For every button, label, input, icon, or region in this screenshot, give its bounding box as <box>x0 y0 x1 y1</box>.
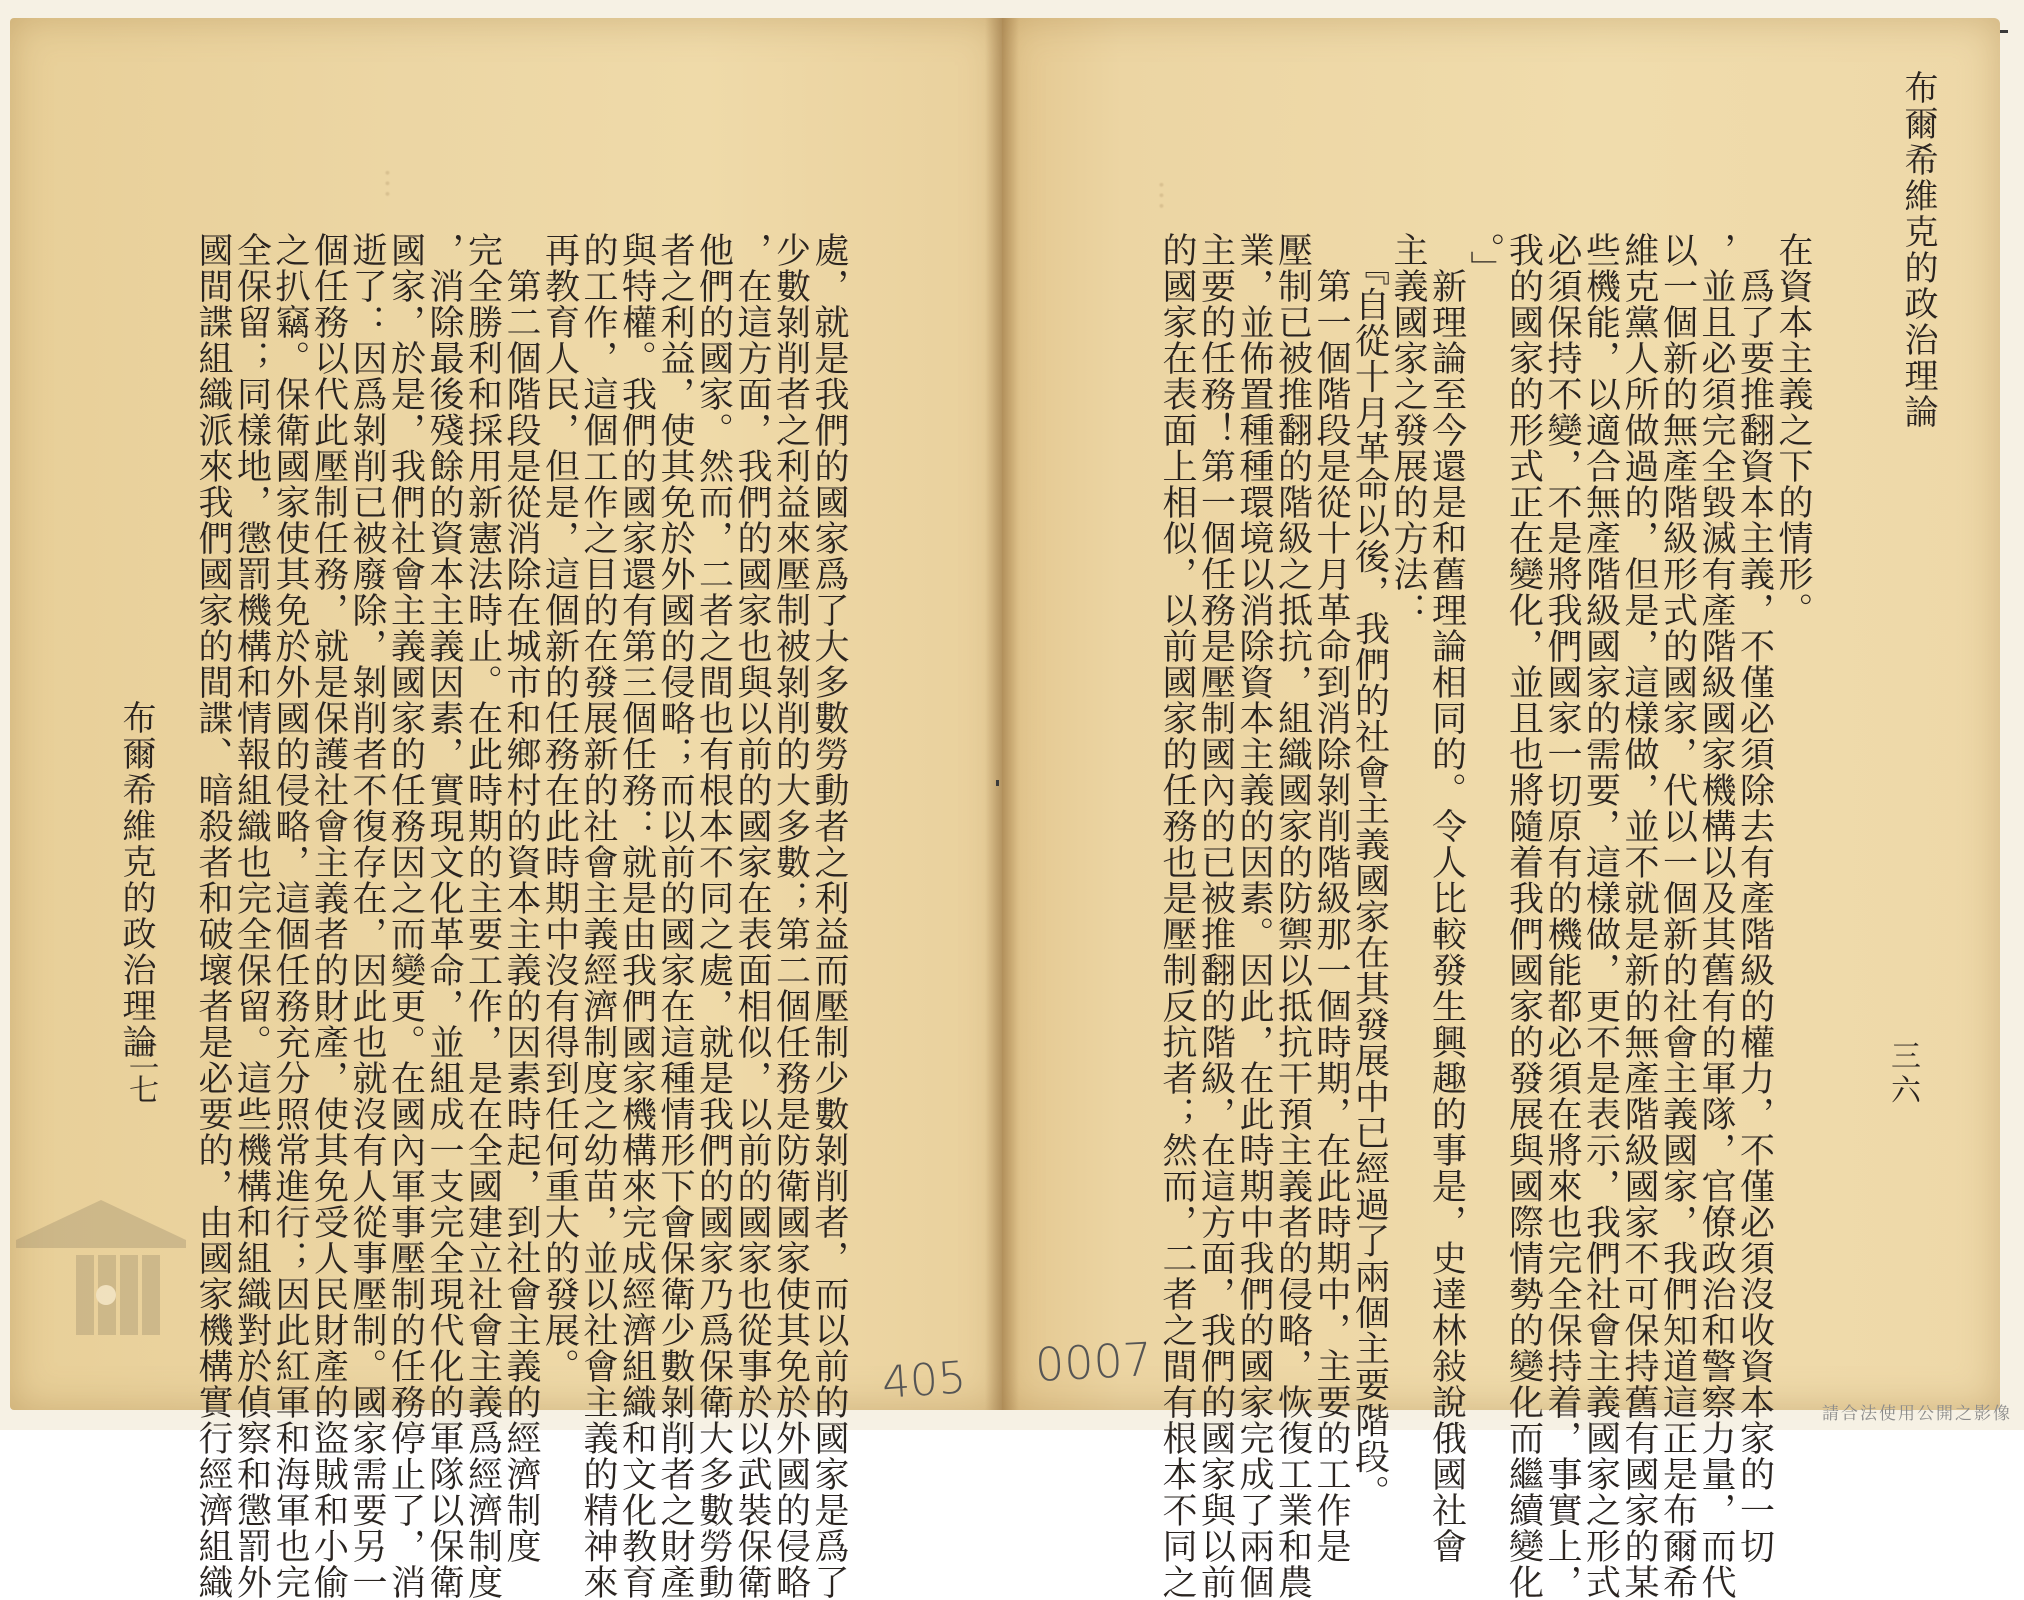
bleed-through-left: ... <box>378 168 413 200</box>
right_page-column: 我的國家的形式正在變化，並且也將隨着我們國家的發展與國際情勢的變化而繼續變化 <box>1503 232 1544 1600</box>
left_page-column: 少數剝削者之利益來壓制被剝削的大多數；第二個任務是防衛國家使其免於外國的侵略 <box>770 232 811 1600</box>
left_page-column: ，在這方面，我們的國家也與以前的國家在表面相似，以前的國家也從事於以武裝保衛 <box>732 232 772 1600</box>
left_page-column: 與特權。我們的國家還有第三個任務：就是由我們國家機構來完成經濟組織和文化教育 <box>616 232 657 1600</box>
left_page-column: 完全勝利和採用新憲法時止。在此時期的主要工作，是在全國建立社會主義爲經濟制度 <box>462 232 503 1600</box>
left-page-header: 布爾希維克的政治理論 <box>116 700 156 1060</box>
left_page-column: 者之利益，使其免於外國的侵略；而以前的國家在這種情形下會保衛少數剝削者之財產 <box>655 232 695 1600</box>
left_page-column: 的工作，這個工作之目的在發展新的社會主義經濟制度之幼苗，並以社會主義的精神來 <box>578 232 618 1600</box>
right_page-column: 。」 <box>1465 232 1505 287</box>
right_page-column: 維克黨人所做過的，但是，這樣做，並不就是新的無產階級國家不可保持舊有國家的某 <box>1619 232 1659 1600</box>
staple-mid <box>996 780 999 786</box>
bleed-through-right: ... <box>1152 180 1187 212</box>
left-page-number: 三七 <box>123 1040 158 1108</box>
right_page-column: 『自從十月革命以後，我們的社會主義國家在其發展中已經過了兩個主要階段。 <box>1349 232 1390 1511</box>
right-page-body <box>1150 232 1813 1600</box>
left_page-column: 之扒竊。保衛國家使其免於外國的侵略，這個任務充分照常進行；因此紅軍和海軍也完 <box>270 232 310 1600</box>
left_page-column: 處，就是我們的國家爲了大多數勞動者之利益而壓制少數剝削者，而以前的國家是爲了 <box>809 232 849 1600</box>
left_page-column: 逝了：因爲剝削已被廢除，剝削者不復存在，因此也就沒有人從事壓制。國家需要另一 <box>347 232 387 1600</box>
right_page-column: 爲了要推翻資本主義，不僅必須除去有產階級的權力，不僅必須沒收資本家的一切 <box>1734 232 1775 1564</box>
staple-top <box>2000 30 2008 33</box>
right_page-column: 主要的任務！第一個任務是壓制國內的已被推翻的階級，在這方面，我們的國家與以前 <box>1195 232 1236 1600</box>
right_page-column: 些機能，以適合無產階級國家的需要，這樣做，更不是表示，我們社會主義國家之形式 <box>1580 232 1621 1600</box>
right_page-column: 主義國家之發展的方法： <box>1388 232 1428 628</box>
pencil-note-405: 405 <box>880 1352 968 1409</box>
left_page-column: 國家，於是，我們社會主義國家的任務因之而變更。在國內軍事壓制的任務停止了，消 <box>385 232 426 1600</box>
right_page-column: 的國家在表面上相似，以前國家的任務也是壓制反抗者；然而，二者之間有根本不同之 <box>1157 232 1197 1600</box>
left_page-column: 第二個階段是從消除在城市和鄉村的資本主義的因素時起，到社會主義的經濟制度 <box>501 232 541 1564</box>
left_page-column: 他們的國家。然而，二者之間也有根本不同之處，就是我們的國家乃爲保衛大多數勞動 <box>693 232 734 1600</box>
pencil-note-0007: 0007 <box>1033 1331 1154 1393</box>
book-gutter <box>985 18 1019 1410</box>
left-page-body <box>178 232 849 1600</box>
right-page-number: 三六 <box>1885 1040 1920 1108</box>
right_page-column: 必須保持不變，不是將我們國家一切原有的機能都必須在將來也完全保持着，事實上， <box>1542 232 1582 1600</box>
left_page-column: 再教育人民，但是，這個新的任務在此時期中沒有得到任何重大的發展。 <box>539 232 580 1384</box>
left_page-column: 個任務以代此壓制任務，就是保護社會主義者的財產，使其免受人民財產的盜賊和小偷 <box>308 232 349 1600</box>
left_page-column: 全保留；同樣地，懲罰機構和情報組織也完全保留。這些機構和組織對於偵察和懲罰外 <box>231 232 272 1600</box>
right_page-column: 壓制已被推翻的階級之抵抗，組織國家的防禦以抵抗干預主義者的侵略，恢復工業和農 <box>1272 232 1313 1600</box>
left_page-column: 國間諜組織派來我們國家的間諜、暗殺者和破壞者是必要的，由國家機構實行經濟組織 <box>193 232 233 1600</box>
left_page-column: ，消除最後殘餘的資本主義因素，實現文化革命，並組成一支完全現代化的軍隊以保衛 <box>424 232 464 1600</box>
right_page-column: 在資本主義之下的情形。 <box>1773 232 1813 628</box>
right_page-column: 以一個新的無產階級形式的國家，代以一個新的社會主義國家，我們知道這正是布爾希 <box>1657 232 1698 1600</box>
right_page-column: 第一個階段是從十月革命到消除剝削階級那一個時期，在此時期中，主要的工作是 <box>1311 232 1351 1564</box>
right-page-header: 布爾希維克的政治理論 <box>1898 70 1938 430</box>
right_page-column: 新理論至今還是和舊理論相同的。令人比較發生興趣的事是，史達林敍說俄國社會 <box>1426 232 1467 1564</box>
right_page-column: 業，並佈置種種環境以消除資本主義的因素。因此，在此時期中我們的國家完成了兩個 <box>1234 232 1274 1600</box>
archive-watermark-logo <box>6 1200 196 1340</box>
usage-notice: 請合法使用公開之影像 <box>1822 1404 2012 1424</box>
right_page-column: ，並且必須完全毀滅有產階級國家機構以及其舊有的軍隊，官僚政治和警察力量，而代 <box>1696 232 1736 1600</box>
